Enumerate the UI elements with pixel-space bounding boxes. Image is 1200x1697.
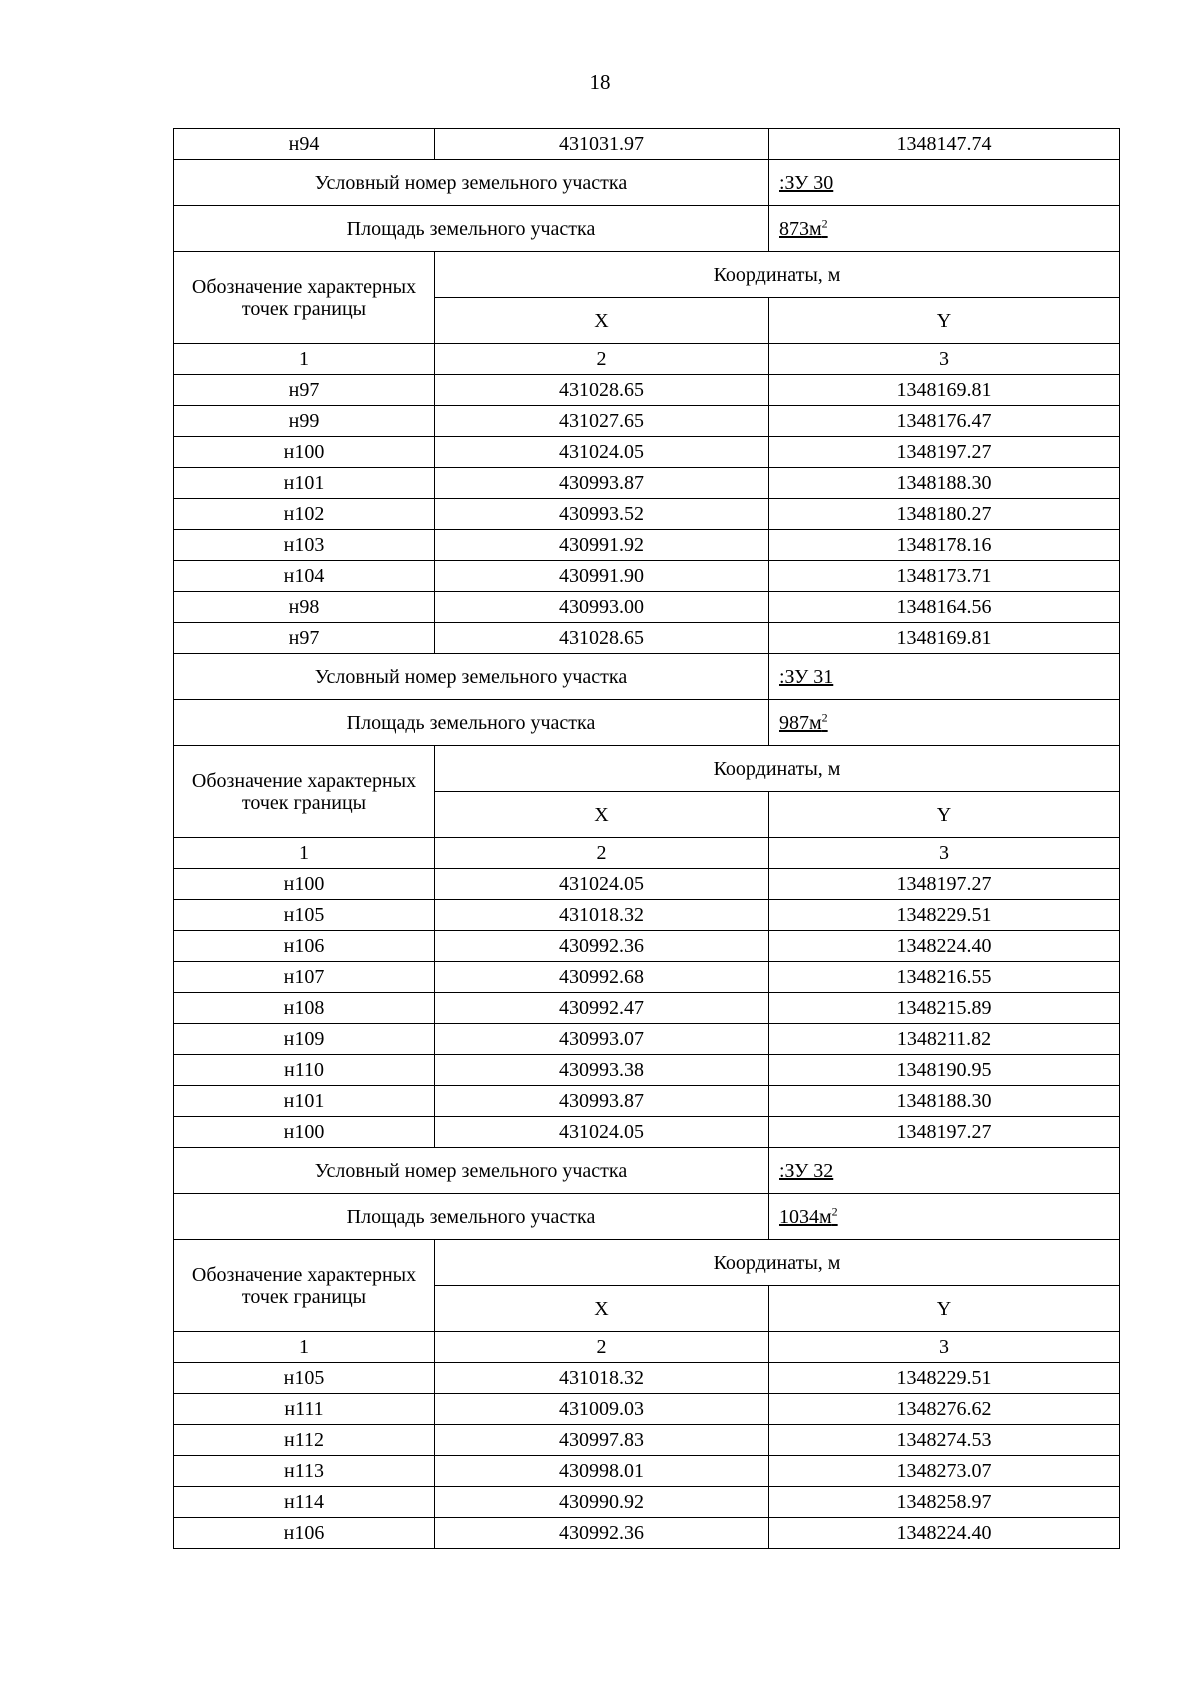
table-row	[174, 468, 1120, 499]
table-row	[174, 437, 1120, 468]
x-cell: 431018.32	[435, 1363, 769, 1394]
table-row	[174, 623, 1120, 654]
x-cell: 431018.32	[435, 900, 769, 931]
parcel-area-number: 1034м	[779, 1205, 832, 1228]
parcel-area-label: Площадь земельного участка	[174, 700, 769, 746]
coords-header-row	[174, 746, 1120, 792]
parcel-area-label: Площадь земельного участка	[174, 1194, 769, 1240]
y-cell: 1348169.81	[769, 623, 1120, 654]
point-cell: н99	[174, 406, 435, 437]
parcel-number-label: Условный номер земельного участка	[174, 160, 769, 206]
x-cell: 430993.38	[435, 1055, 769, 1086]
parcel-area-number: 987м	[779, 711, 822, 734]
y-cell: 1348164.56	[769, 592, 1120, 623]
parcel-area-number: 873м	[779, 217, 822, 240]
point-cell: н111	[174, 1394, 435, 1425]
point-cell: н106	[174, 1518, 435, 1549]
table-row	[174, 1086, 1120, 1117]
table-row	[174, 1425, 1120, 1456]
y-header: Y	[769, 792, 1120, 838]
x-cell: 431028.65	[435, 375, 769, 406]
x-cell: 431027.65	[435, 406, 769, 437]
parcel-number-value	[769, 1148, 1120, 1194]
x-cell: 430992.68	[435, 962, 769, 993]
y-cell: 1348197.27	[769, 1117, 1120, 1148]
coords-header-row	[174, 252, 1120, 298]
table-row	[174, 1117, 1120, 1148]
point-cell: н94	[174, 129, 435, 160]
point-cell: н101	[174, 1086, 435, 1117]
parcel-number-value	[769, 160, 1120, 206]
table-row	[174, 592, 1120, 623]
column-number-2: 2	[435, 838, 769, 869]
parcel-number-row	[174, 1148, 1120, 1194]
y-cell: 1348188.30	[769, 1086, 1120, 1117]
column-number-1: 1	[174, 344, 435, 375]
y-cell: 1348273.07	[769, 1456, 1120, 1487]
point-cell: н97	[174, 623, 435, 654]
parcel-area-label: Площадь земельного участка	[174, 206, 769, 252]
parcel-number-value	[769, 654, 1120, 700]
x-header: X	[435, 298, 769, 344]
points-header: Обозначение характерных точек границы	[174, 746, 435, 838]
table-row	[174, 129, 1120, 160]
point-cell: н101	[174, 468, 435, 499]
coords-header-row	[174, 1240, 1120, 1286]
coords-header: Координаты, м	[435, 1240, 1120, 1286]
column-number-3: 3	[769, 838, 1120, 869]
y-header: Y	[769, 298, 1120, 344]
y-header: Y	[769, 1286, 1120, 1332]
column-number-1: 1	[174, 1332, 435, 1363]
column-number-2: 2	[435, 344, 769, 375]
table-row	[174, 561, 1120, 592]
point-cell: н98	[174, 592, 435, 623]
parcel-area-value	[769, 206, 1120, 252]
table-row	[174, 375, 1120, 406]
point-cell: н114	[174, 1487, 435, 1518]
y-cell: 1348197.27	[769, 869, 1120, 900]
parcel-area-value	[769, 700, 1120, 746]
parcel-number-label: Условный номер земельного участка	[174, 1148, 769, 1194]
column-number-row	[174, 344, 1120, 375]
table-row	[174, 931, 1120, 962]
parcel-area-row	[174, 206, 1120, 252]
point-cell: н112	[174, 1425, 435, 1456]
x-cell: 430997.83	[435, 1425, 769, 1456]
y-cell: 1348224.40	[769, 1518, 1120, 1549]
table-row	[174, 530, 1120, 561]
point-cell: н113	[174, 1456, 435, 1487]
y-cell: 1348229.51	[769, 1363, 1120, 1394]
x-cell: 430993.87	[435, 1086, 769, 1117]
table-row	[174, 1055, 1120, 1086]
y-cell: 1348274.53	[769, 1425, 1120, 1456]
column-number-2: 2	[435, 1332, 769, 1363]
parcel-number: :ЗУ 32	[779, 1159, 834, 1182]
parcel-area-unit-exponent: 2	[821, 709, 828, 724]
y-cell: 1348258.97	[769, 1487, 1120, 1518]
x-cell: 430991.92	[435, 530, 769, 561]
x-cell: 431028.65	[435, 623, 769, 654]
column-number-3: 3	[769, 1332, 1120, 1363]
point-cell: н110	[174, 1055, 435, 1086]
parcel-area-row	[174, 700, 1120, 746]
table-row	[174, 1394, 1120, 1425]
point-cell: н100	[174, 869, 435, 900]
points-header: Обозначение характерных точек границы	[174, 252, 435, 344]
y-cell: 1348147.74	[769, 129, 1120, 160]
points-header: Обозначение характерных точек границы	[174, 1240, 435, 1332]
x-cell: 431031.97	[435, 129, 769, 160]
parcel-area-unit-exponent: 2	[821, 215, 828, 230]
parcel-number-row	[174, 654, 1120, 700]
table-row	[174, 406, 1120, 437]
x-header: X	[435, 792, 769, 838]
point-cell: н109	[174, 1024, 435, 1055]
y-cell: 1348169.81	[769, 375, 1120, 406]
y-cell: 1348188.30	[769, 468, 1120, 499]
point-cell: н103	[174, 530, 435, 561]
point-cell: н100	[174, 1117, 435, 1148]
x-cell: 431024.05	[435, 869, 769, 900]
table-row	[174, 962, 1120, 993]
parcel-number: :ЗУ 31	[779, 665, 834, 688]
x-cell: 430998.01	[435, 1456, 769, 1487]
y-cell: 1348180.27	[769, 499, 1120, 530]
y-cell: 1348229.51	[769, 900, 1120, 931]
y-cell: 1348276.62	[769, 1394, 1120, 1425]
coordinates-table	[173, 128, 1120, 1549]
table-row	[174, 869, 1120, 900]
column-number-row	[174, 1332, 1120, 1363]
coords-header: Координаты, м	[435, 252, 1120, 298]
table-row	[174, 499, 1120, 530]
parcel-area	[779, 709, 828, 734]
x-cell: 431024.05	[435, 1117, 769, 1148]
table-row	[174, 900, 1120, 931]
column-number-row	[174, 838, 1120, 869]
x-cell: 430992.47	[435, 993, 769, 1024]
point-cell: н108	[174, 993, 435, 1024]
x-header: X	[435, 1286, 769, 1332]
y-cell: 1348216.55	[769, 962, 1120, 993]
parcel-area	[779, 215, 828, 240]
table-body	[174, 129, 1120, 1549]
x-cell: 430993.87	[435, 468, 769, 499]
point-cell: н100	[174, 437, 435, 468]
x-cell: 430993.07	[435, 1024, 769, 1055]
parcel-number-label: Условный номер земельного участка	[174, 654, 769, 700]
y-cell: 1348224.40	[769, 931, 1120, 962]
point-cell: н105	[174, 900, 435, 931]
x-cell: 430991.90	[435, 561, 769, 592]
point-cell: н102	[174, 499, 435, 530]
y-cell: 1348211.82	[769, 1024, 1120, 1055]
y-cell: 1348197.27	[769, 437, 1120, 468]
parcel-area-unit-exponent: 2	[831, 1203, 838, 1218]
point-cell: н104	[174, 561, 435, 592]
page-number: 18	[589, 70, 611, 94]
point-cell: н107	[174, 962, 435, 993]
table-row	[174, 1456, 1120, 1487]
point-cell: н106	[174, 931, 435, 962]
parcel-number-row	[174, 160, 1120, 206]
column-number-3: 3	[769, 344, 1120, 375]
x-cell: 430993.52	[435, 499, 769, 530]
parcel-area	[779, 1203, 838, 1228]
table-row	[174, 1518, 1120, 1549]
table-row	[174, 1487, 1120, 1518]
parcel-area-row	[174, 1194, 1120, 1240]
table-row	[174, 1363, 1120, 1394]
point-cell: н97	[174, 375, 435, 406]
point-cell: н105	[174, 1363, 435, 1394]
x-cell: 430992.36	[435, 1518, 769, 1549]
x-cell: 430992.36	[435, 931, 769, 962]
parcel-area-value	[769, 1194, 1120, 1240]
x-cell: 431009.03	[435, 1394, 769, 1425]
x-cell: 430993.00	[435, 592, 769, 623]
parcel-number: :ЗУ 30	[779, 171, 834, 194]
x-cell: 431024.05	[435, 437, 769, 468]
y-cell: 1348176.47	[769, 406, 1120, 437]
y-cell: 1348215.89	[769, 993, 1120, 1024]
coords-header: Координаты, м	[435, 746, 1120, 792]
table-row	[174, 1024, 1120, 1055]
y-cell: 1348178.16	[769, 530, 1120, 561]
column-number-1: 1	[174, 838, 435, 869]
x-cell: 430990.92	[435, 1487, 769, 1518]
y-cell: 1348173.71	[769, 561, 1120, 592]
y-cell: 1348190.95	[769, 1055, 1120, 1086]
table-row	[174, 993, 1120, 1024]
